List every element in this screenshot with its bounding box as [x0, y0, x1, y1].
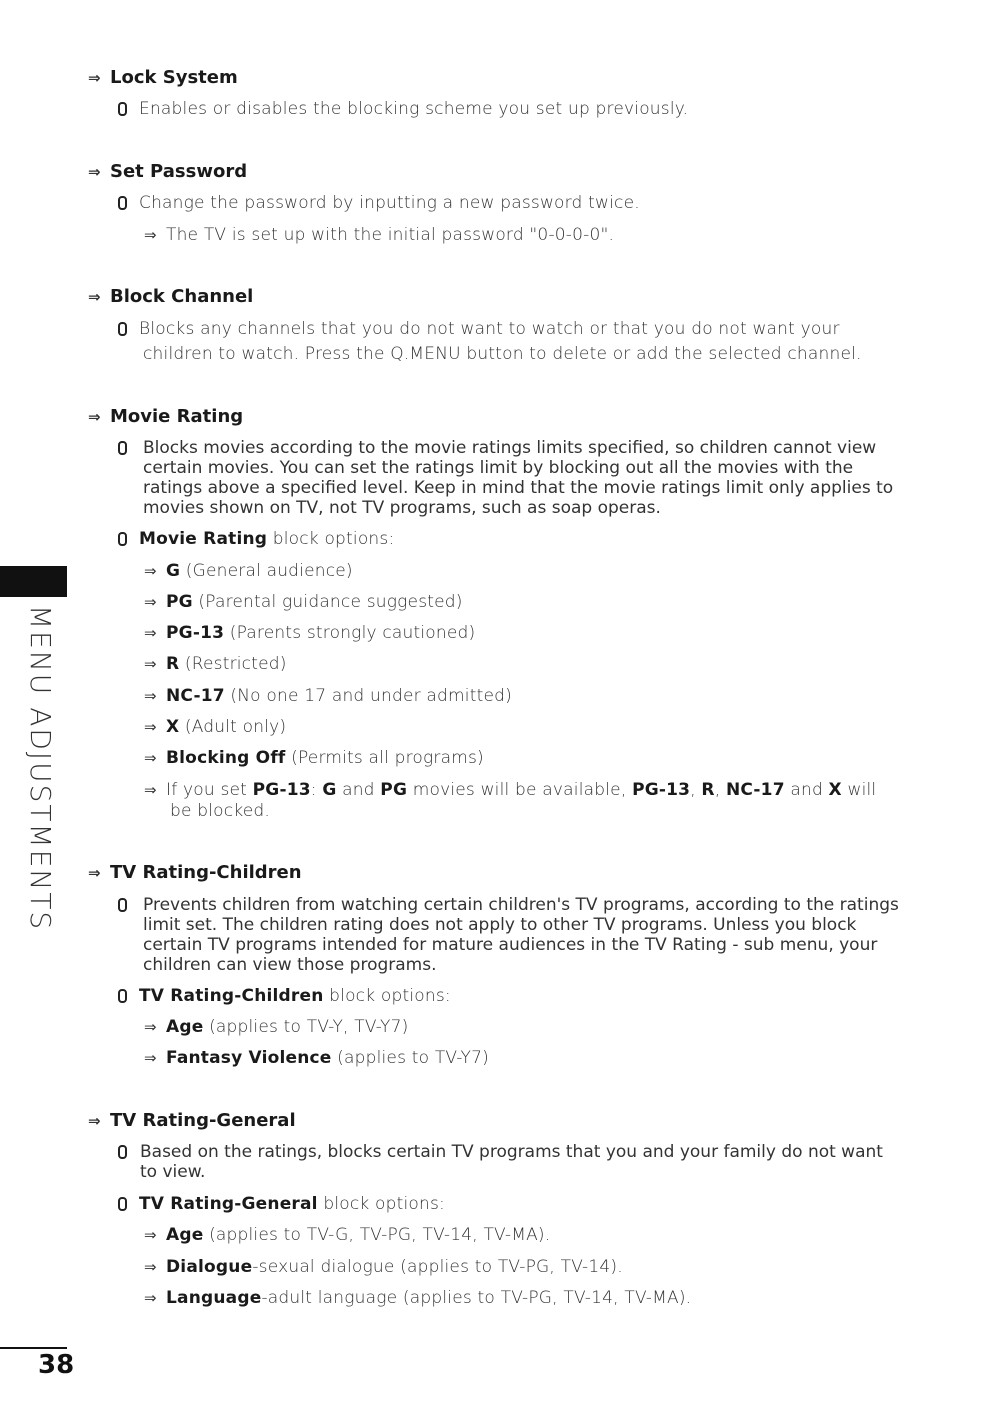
movie-option-pg13	[144, 623, 475, 643]
note-bold: G	[322, 780, 337, 800]
bold-label: TV Rating-Children	[139, 986, 324, 1006]
option-code: R	[166, 654, 180, 674]
item-text: Enables or disables the blocking scheme you set up previously.	[139, 99, 689, 119]
movie-rating-options-heading	[118, 529, 394, 549]
tv-general-option-language	[144, 1288, 691, 1308]
option-code: PG	[166, 592, 193, 612]
movie-rating-note-line2: be blocked.	[170, 801, 271, 821]
item-text: Change the password by inputting a new password twice.	[139, 193, 640, 213]
arrow-icon: ⇒	[88, 288, 101, 306]
option-desc: -sexual dialogue (applies to TV-PG, TV-14).	[252, 1257, 623, 1277]
block-channel-item	[118, 319, 840, 339]
tv-rating-children-description: Prevents children from watching certain children's TV programs, according to the ratings limit set. The children rating does not apply to other TV programs. Unless you block certain TV programs intended for mature audiences in the TV Rating - sub menu, your children can view those programs.	[143, 895, 899, 975]
heading-label: TV Rating-Children	[110, 862, 302, 883]
note-text: and	[784, 780, 829, 800]
movie-option-nc17	[144, 686, 512, 706]
option-desc: (Parental guidance suggested)	[192, 592, 463, 612]
tv-rating-general-heading	[88, 1110, 296, 1131]
text: block options:	[323, 986, 451, 1006]
option-desc: (General audience)	[180, 561, 353, 581]
note-text: ,	[690, 780, 702, 800]
option-desc: (Adult only)	[179, 717, 287, 737]
heading-label: Set Password	[110, 161, 248, 182]
option-desc: -adult language (applies to TV-PG, TV-14, TV-MA).	[261, 1288, 692, 1308]
option-code: G	[166, 561, 181, 581]
lock-system-heading	[88, 67, 238, 88]
arrow-icon: ⇒	[144, 1289, 157, 1307]
movie-rating-note	[144, 780, 876, 800]
heading-label: TV Rating-General	[110, 1110, 296, 1131]
note-bold: PG-13	[252, 780, 311, 800]
arrow-icon: ⇒	[144, 562, 157, 580]
checkbox-bullet-icon	[118, 1197, 127, 1211]
page-number: 38	[38, 1350, 75, 1380]
arrow-icon: ⇒	[144, 1049, 157, 1067]
note-text: movies will be available,	[407, 780, 633, 800]
checkbox-bullet-icon	[118, 102, 127, 116]
option-desc: (applies to TV-Y, TV-Y7)	[203, 1017, 409, 1037]
note-bold: PG-13	[632, 780, 691, 800]
option-code: Age	[166, 1225, 204, 1245]
option-code: Blocking Off	[166, 748, 286, 768]
block-channel-item-line2: children to watch. Press the Q.MENU button to delete or add the selected channel.	[143, 344, 862, 364]
movie-rating-heading	[88, 406, 243, 427]
arrow-icon: ⇒	[144, 1018, 157, 1036]
checkbox-bullet-icon	[118, 196, 127, 210]
section-title: MENU ADJUSTMENTS	[24, 605, 57, 932]
set-password-note	[144, 225, 614, 245]
arrow-icon: ⇒	[144, 687, 157, 705]
tv-rating-children-options-heading	[118, 986, 451, 1006]
note-bold: R	[701, 780, 715, 800]
arrow-icon: ⇒	[88, 864, 101, 882]
arrow-icon: ⇒	[144, 749, 157, 767]
option-desc: (No one 17 and under admitted)	[224, 686, 512, 706]
movie-option-x	[144, 717, 286, 737]
movie-option-r	[144, 654, 287, 674]
arrow-icon: ⇒	[88, 163, 101, 181]
arrow-icon: ⇒	[88, 1112, 101, 1130]
option-code: Age	[166, 1017, 204, 1037]
tv-children-option-fantasy-violence	[144, 1048, 489, 1068]
set-password-heading	[88, 161, 247, 182]
tv-children-option-age	[144, 1017, 408, 1037]
note-text: ,	[714, 780, 726, 800]
set-password-item	[118, 193, 640, 213]
option-desc: (Permits all programs)	[285, 748, 484, 768]
option-code: NC-17	[166, 686, 225, 706]
item-text: Blocks any channels that you do not want to watch or that you do not want your	[139, 319, 840, 339]
checkbox-bullet-icon	[118, 322, 127, 336]
note-bold: X	[828, 780, 842, 800]
arrow-icon: ⇒	[144, 781, 157, 799]
option-code: Fantasy Violence	[166, 1048, 332, 1068]
option-code: Dialogue	[166, 1257, 253, 1277]
movie-option-g	[144, 561, 353, 581]
arrow-icon: ⇒	[144, 226, 157, 244]
text: block options:	[317, 1194, 445, 1214]
tv-rating-general-description: Based on the ratings, blocks certain TV programs that you and your family do not want to view.	[140, 1142, 883, 1182]
option-code: X	[166, 717, 180, 737]
note-text: and	[336, 780, 381, 800]
page-number-rule	[0, 1347, 67, 1349]
movie-option-blocking-off	[144, 748, 484, 768]
tv-rating-general-options-heading	[118, 1194, 445, 1214]
arrow-icon: ⇒	[88, 69, 101, 87]
arrow-icon: ⇒	[144, 624, 157, 642]
heading-label: Block Channel	[110, 286, 254, 307]
bold-label: Movie Rating	[139, 529, 268, 549]
option-desc: (Parents strongly cautioned)	[224, 623, 476, 643]
option-code: PG-13	[166, 623, 225, 643]
tv-general-option-age	[144, 1225, 550, 1245]
arrow-icon: ⇒	[88, 408, 101, 426]
arrow-icon: ⇒	[144, 655, 157, 673]
checkbox-bullet-icon	[118, 1145, 127, 1159]
movie-rating-description: Blocks movies according to the movie ratings limits specified, so children cannot view certain movies. You can set the ratings limit by blocking out all the movies with the ratings above a specified level. Keep in mind that the movie ratings limit only applies to movies shown on TV, not TV programs, such as soap operas.	[143, 438, 894, 518]
checkbox-bullet-icon	[118, 989, 127, 1003]
option-code: Language	[166, 1288, 262, 1308]
note-text: If you set	[166, 780, 253, 800]
checkbox-bullet-icon	[118, 898, 127, 912]
checkbox-bullet-icon	[118, 441, 127, 455]
note-text: The TV is set up with the initial password "0-0-0-0".	[166, 225, 615, 245]
note-bold: NC-17	[725, 780, 785, 800]
arrow-icon: ⇒	[144, 1226, 157, 1244]
note-text: will	[841, 780, 877, 800]
bold-label: TV Rating-General	[139, 1194, 318, 1214]
option-desc: (applies to TV-G, TV-PG, TV-14, TV-MA).	[203, 1225, 551, 1245]
option-desc: (applies to TV-Y7)	[331, 1048, 489, 1068]
lock-system-item	[118, 99, 688, 119]
section-tab-marker	[0, 566, 67, 597]
option-desc: (Restricted)	[179, 654, 287, 674]
arrow-icon: ⇒	[144, 593, 157, 611]
arrow-icon: ⇒	[144, 718, 157, 736]
heading-label: Movie Rating	[110, 406, 244, 427]
block-channel-heading	[88, 286, 253, 307]
text: block options:	[267, 529, 395, 549]
note-text: :	[310, 780, 323, 800]
note-bold: PG	[380, 780, 408, 800]
tv-rating-children-heading	[88, 862, 302, 883]
checkbox-bullet-icon	[118, 532, 127, 546]
heading-label: Lock System	[110, 67, 238, 88]
tv-general-option-dialogue	[144, 1257, 623, 1277]
arrow-icon: ⇒	[144, 1258, 157, 1276]
movie-option-pg	[144, 592, 463, 612]
